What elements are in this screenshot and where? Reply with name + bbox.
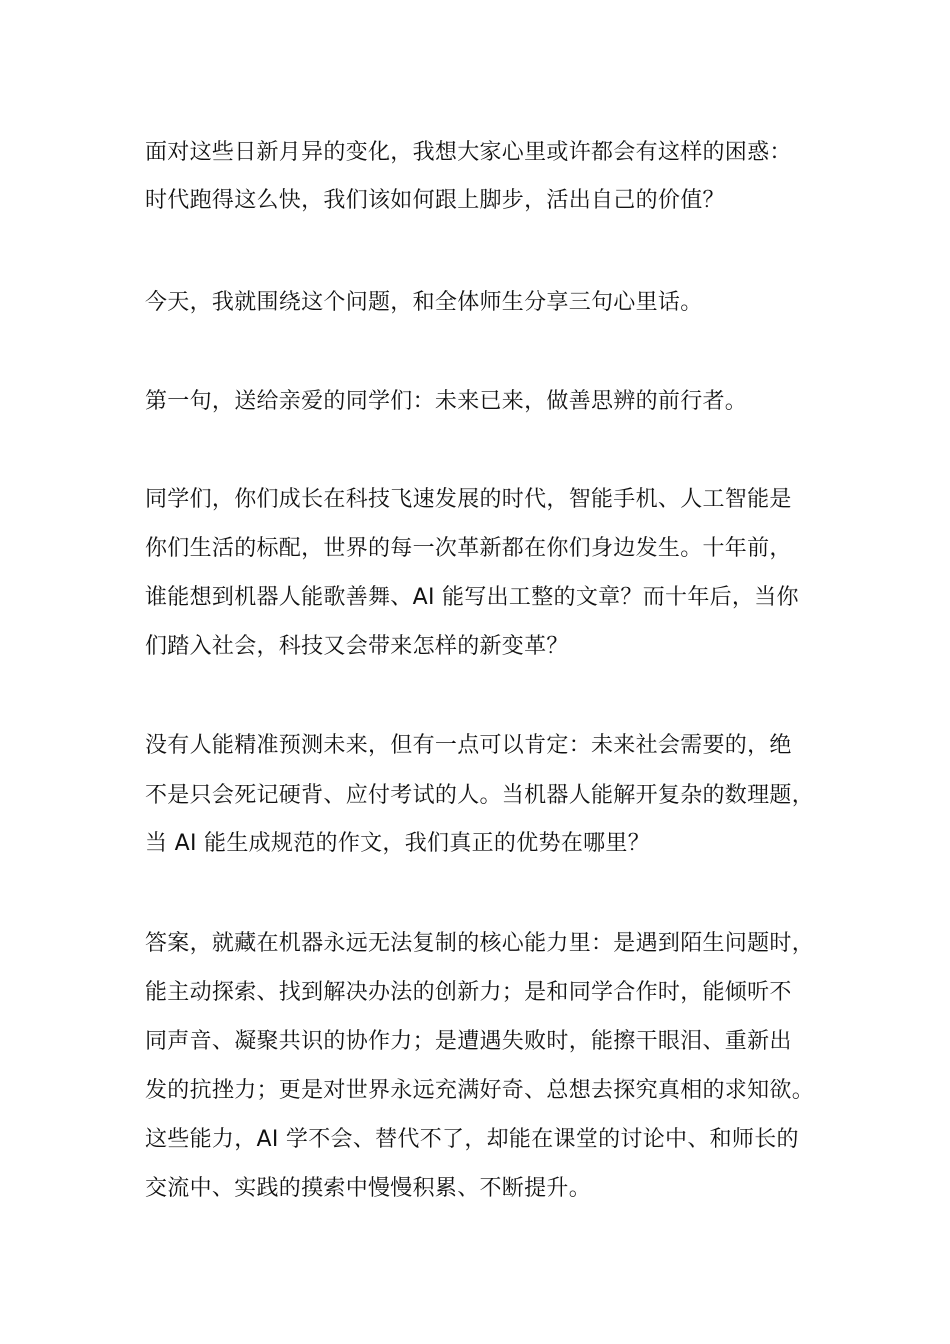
text-line: 同声音、凝聚共识的协作力；是遭遇失败时，能擦干眼泪、重新出 [145, 1029, 792, 1054]
text-line: 能主动探索、找到解决办法的创新力；是和同学合作时，能倾听不 [145, 980, 792, 1005]
text-line: 今天，我就围绕这个问题，和全体师生分享三句心里话。 [145, 290, 703, 315]
text-line: 答案，就藏在机器永远无法复制的核心能力里：是遇到陌生问题时， [145, 931, 815, 956]
text-line: 们踏入社会，科技又会带来怎样的新变革？ [145, 634, 569, 659]
text-line: 发的抗挫力；更是对世界永远充满好奇、总想去探究真相的求知欲。 [145, 1078, 815, 1103]
text-line: 当 AI 能生成规范的作文，我们真正的优势在哪里？ [145, 831, 651, 856]
text-line: 这些能力，AI 学不会、替代不了，却能在课堂的讨论中、和师长的 [145, 1127, 799, 1152]
text-line: 面对这些日新月异的变化，我想大家心里或许都会有这样的困惑： [145, 140, 792, 165]
text-line: 你们生活的标配，世界的每一次革新都在你们身边发生。十年前， [145, 536, 792, 561]
text-line: 交流中、实践的摸索中慢慢积累、不断提升。 [145, 1176, 592, 1201]
text-line: 第一句，送给亲爱的同学们：未来已来，做善思辨的前行者。 [145, 389, 748, 414]
text-line: 没有人能精准预测未来，但有一点可以肯定：未来社会需要的，绝 [145, 733, 792, 758]
text-line: 同学们，你们成长在科技飞速发展的时代，智能手机、人工智能是 [145, 487, 792, 512]
text-line: 时代跑得这么快，我们该如何跟上脚步，活出自己的价值？ [145, 188, 725, 213]
text-line: 谁能想到机器人能歌善舞、AI 能写出工整的文章？而十年后，当你 [145, 585, 799, 610]
text-line: 不是只会死记硬背、应付考试的人。当机器人能解开复杂的数理题， [145, 783, 815, 808]
